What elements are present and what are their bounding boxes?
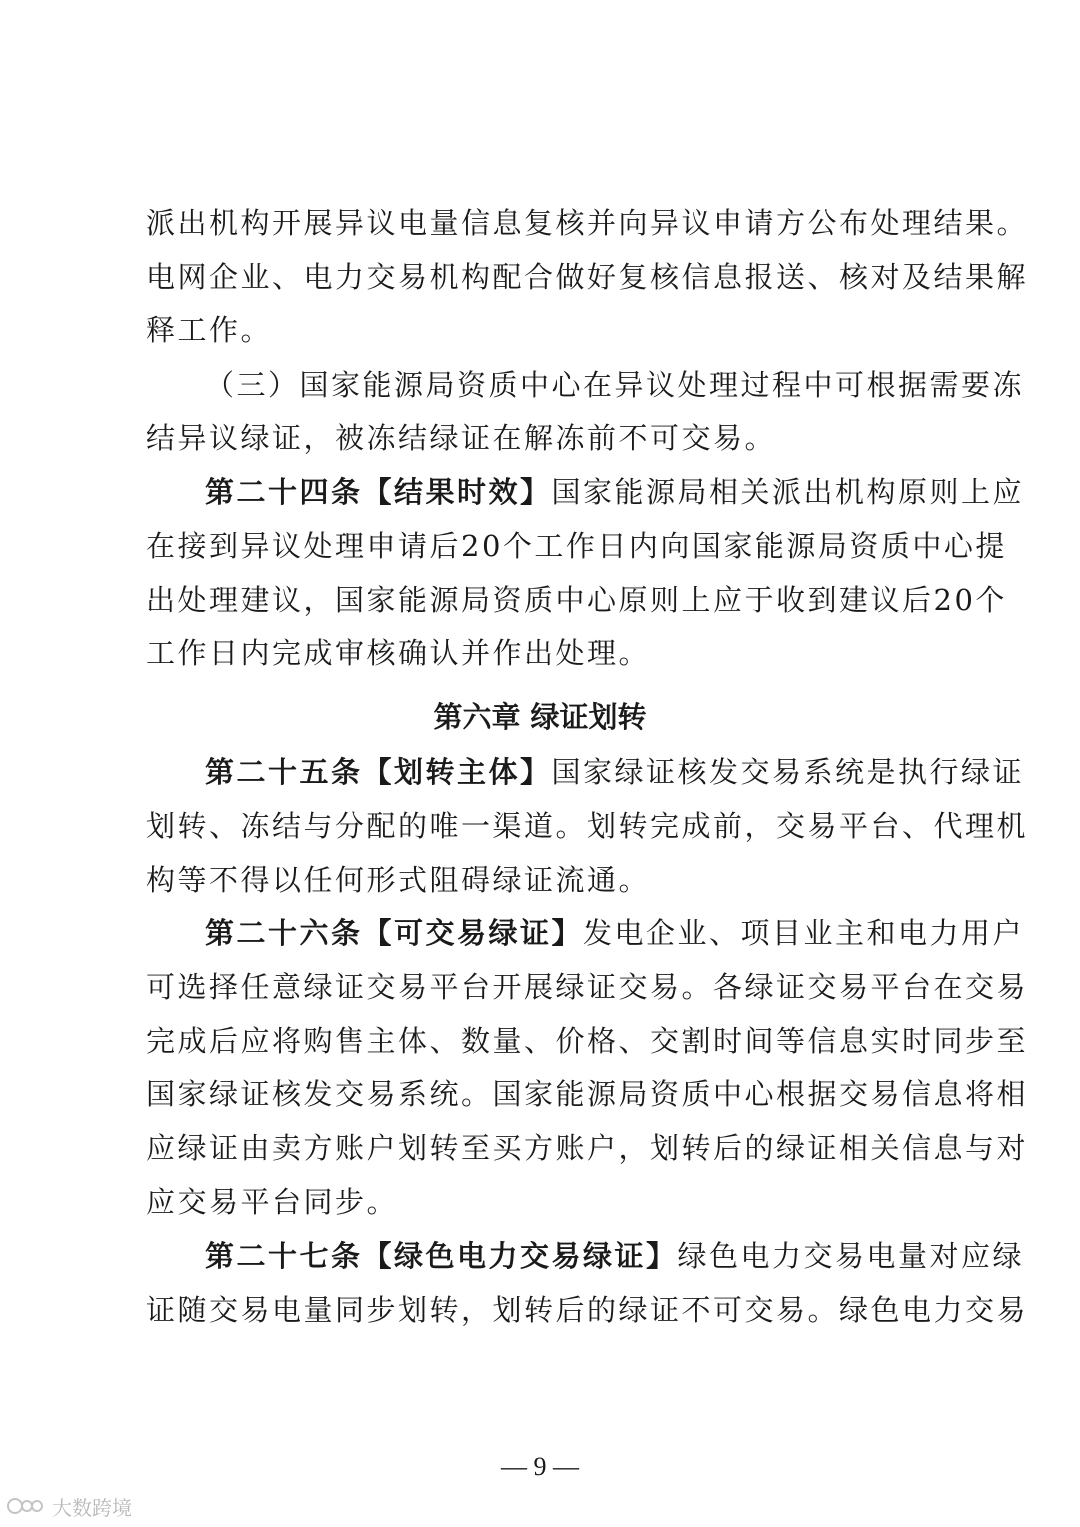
paragraph-line: （三）国家能源局资质中心在异议处理过程中可根据需要冻 (205, 368, 1025, 402)
watermark-text: 大数跨境 (52, 1495, 132, 1520)
article-text: 发电企业、项目业主和电力用户 (583, 916, 1025, 950)
paragraph-line: 电网企业、电力交易机构配合做好复核信息报送、核对及结果解 (146, 260, 1029, 294)
article-title: 第二十六条【可交易绿证】 (205, 916, 584, 950)
article-title: 第二十五条【划转主体】 (205, 755, 552, 789)
article-title: 第二十七条【绿色电力交易绿证】 (205, 1239, 678, 1273)
article-line (205, 752, 1025, 792)
paragraph-line: 国家绿证核发交易系统。国家能源局资质中心根据交易信息将相 (146, 1077, 1029, 1111)
paragraph-line: 完成后应将购售主体、数量、价格、交割时间等信息实时同步至 (146, 1024, 1029, 1058)
watermark (6, 1492, 132, 1520)
chapter-heading: 第六章 绿证划转 (433, 700, 647, 734)
paragraph-line: 可选择任意绿证交易平台开展绿证交易。各绿证交易平台在交易 (146, 970, 1029, 1004)
paragraph-line: 派出机构开展异议电量信息复核并向异议申请方公布处理结果。 (146, 206, 1029, 240)
paragraph-line: 工作日内完成审核确认并作出处理。 (146, 636, 651, 670)
paragraph-line: 证随交易电量同步划转，划转后的绿证不可交易。绿色电力交易 (146, 1293, 1029, 1327)
paragraph-line: 结异议绿证，被冻结绿证在解冻前不可交易。 (146, 421, 777, 455)
paragraph-line: 在接到异议处理申请后20个工作日内向国家能源局资质中心提 (146, 529, 1007, 563)
paragraph-line: 释工作。 (146, 313, 273, 347)
article-text: 国家绿证核发交易系统是执行绿证 (551, 755, 1025, 789)
paragraph-line: 划转、冻结与分配的唯一渠道。划转完成前，交易平台、代理机 (146, 809, 1029, 843)
paragraph-line: 出处理建议，国家能源局资质中心原则上应于收到建议后20个 (146, 583, 1007, 617)
paragraph-line: 构等不得以任何形式阻碍绿证流通。 (146, 863, 651, 897)
article-text: 绿色电力交易电量对应绿 (677, 1239, 1025, 1273)
article-title: 第二十四条【结果时效】 (205, 475, 552, 509)
article-line (205, 913, 1025, 953)
article-line (205, 1236, 1025, 1276)
paragraph-line: 应绿证由卖方账户划转至买方账户，划转后的绿证相关信息与对 (146, 1131, 1029, 1165)
page-number: — 9 — (501, 1452, 579, 1481)
paragraph-line: 应交易平台同步。 (146, 1185, 399, 1219)
article-line (205, 472, 1025, 512)
brand-logo-icon (6, 1494, 46, 1518)
article-text: 国家能源局相关派出机构原则上应 (551, 475, 1025, 509)
